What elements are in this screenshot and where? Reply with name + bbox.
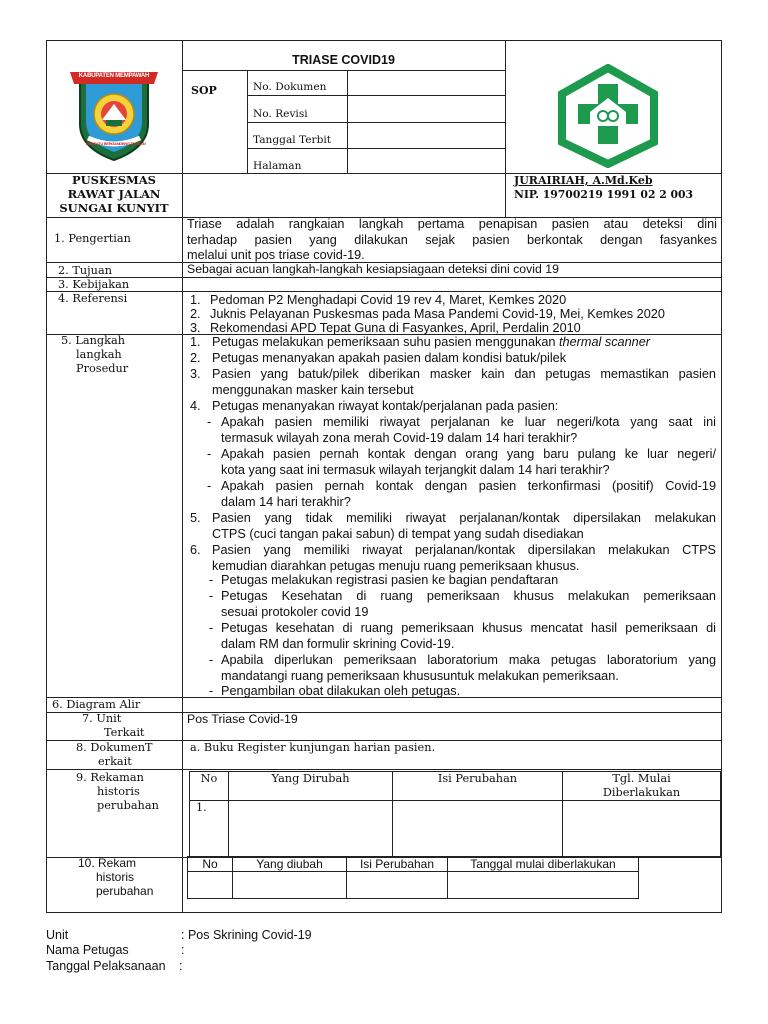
header-isi-perubahan: Isi Perubahan [359,857,435,871]
prosedur-step [190,398,716,414]
org-name-line-3: SUNGAI KUNYIT [59,201,169,215]
prosedur-label-line-3: Prosedur [76,362,129,375]
tujuan-label: 2. Tujuan [58,264,112,277]
rekam-label-line-3: perubahan [96,884,154,898]
step-num: 2. [190,351,201,365]
sub-dash: - [209,589,214,603]
field-tanggal-terbit-label: Tanggal Terbit [253,134,332,146]
footer-unit-value: : Pos Skrining Covid-19 [181,928,312,942]
referensi-item-text: Juknis Pelayanan Puskesmas pada Masa Pandemi Covid-19, Mei, Kemkes 2020 [210,307,665,321]
table-cell [347,872,448,899]
header-isi-perubahan: Isi Perubahan [437,772,518,785]
table-header [563,772,721,801]
sub-line: dalam 14 hari terakhir? [221,495,351,509]
field-halaman-label: Halaman [253,160,302,172]
step-text [212,334,650,350]
prosedur-label-line-2: langkah [76,348,122,361]
step-num: 6. [190,543,201,557]
rekaman-label-line-1: 9. Rekaman [76,771,144,784]
step-3-line-1: Pasien yang batuk/pilek diberikan masker kain dan petugas memastikan pasien [212,367,716,381]
rekam-historis-table [187,856,639,899]
kabupaten-mempawah-logo [66,64,162,164]
step-5-line-1: Pasien yang tidak memiliki riwayat perjalanan/kontak dipersilakan melakukan [212,511,716,525]
step-6-sub [209,572,716,588]
sub-dash: - [207,447,212,461]
tujuan-text: Sebagai acuan langkah-langkah kesiapsiagaan deteksi dini covid 19 [187,262,559,276]
footer-nama-petugas-value: : [181,943,185,957]
table-cell [188,872,233,899]
rekam-label-line-1: 10. Rekam [78,856,137,870]
sub-line: Apakah pasien pernah kontak dengan orang yang baru pulang ke luar negeri/ [221,447,716,461]
prosedur-label-line-1: 5. Langkah [61,334,125,347]
step-6-sub [209,652,716,684]
diagram-alir-label: 6. Diagram Alir [52,698,141,711]
step-6-sub [209,620,716,652]
sub-dash: - [209,621,214,635]
document-title: TRIASE COVID19 [292,53,395,67]
referensi-label: 4. Referensi [58,292,128,305]
table-header [448,857,639,872]
step-num: 4. [190,399,201,413]
referensi-item-num: 1. [190,293,201,307]
step-3-line-2: menggunakan masker kain tersebut [212,383,414,397]
sub-line: Petugas melakukan registrasi pasien ke bagian pendaftaran [221,573,559,587]
sub-line: Petugas kesehatan di ruang pemeriksaan khusus mencatat hasil pemeriksaan di [221,621,716,635]
header-no: No [202,857,218,871]
sub-dash: - [209,573,214,587]
table-header [233,857,347,872]
field-no-revisi-label: No. Revisi [253,108,308,120]
header-tanggal-mulai: Tanggal mulai diberlakukan [470,857,616,871]
sub-line: dalam RM dan formulir skrining Covid-19. [221,637,455,651]
unit-terkait-label-line-1: 7. Unit [82,712,122,725]
table-header [393,772,563,801]
table-cell [448,872,639,899]
sub-line: Apabila diperlukan pemeriksaan laboratorium maka petugas laboratorium yang [221,653,716,667]
step-6-line-2: kemudian diarahkan petugas menuju ruang pemeriksaan khusus. [212,559,580,573]
prosedur-step [190,350,716,366]
sub-dash: - [209,653,214,667]
sub-line: Apakah pasien memiliki riwayat perjalanan ke luar negeri/kota yang saat ini [221,415,716,429]
prosedur-step [190,542,716,574]
org-name-line-2: RAWAT JALAN [67,187,161,201]
sub-line: termasuk wilayah zona merah Covid-19 dalam 14 hari terakhir? [221,431,578,445]
sub-line: Petugas Kesehatan di ruang pemeriksaan khusus melakukan pemeriksaan [221,589,716,603]
step-1-italic: thermal scanner [559,335,650,349]
pengertian-line-2: terhadap pasien yang dilakukan sejak pasien berkontak dengan fasyankes [187,233,717,247]
step-4-sub [207,414,716,446]
footer-unit-label: Unit [46,928,69,942]
header-tgl-mulai: Tgl. Mulai [612,772,671,785]
sop-label: SOP [191,84,217,97]
logo-motto: BERSATU BERGANDENG TANGAN [86,141,146,146]
sub-dash: - [207,479,212,493]
rekaman-label-line-2: historis [97,785,140,798]
dokumen-terkait-label-line-1: 8. DokumenT [76,741,153,754]
org-name-line-1: PUSKESMAS [71,173,156,187]
step-6-line-1: Pasien yang memiliki riwayat perjalanan/kontak dipersilakan melakukan CTPS [212,543,716,557]
table-header [188,857,233,872]
pengertian-line-3: melalui unit pos triase covid-19. [187,248,365,262]
header-diberlakukan: Diberlakukan [602,786,681,799]
step-6-sub [209,588,716,620]
step-4-sub [207,446,716,478]
dokumen-terkait-text: a. Buku Register kunjungan harian pasien. [190,741,436,754]
footer-nama-petugas-label: Nama Petugas [46,943,129,957]
sub-line: Apakah pasien pernah kontak dengan pasien terkonfirmasi (positif) Covid-19 [221,479,716,493]
logo-banner-text: KABUPATEN MEMPAWAH [78,73,150,79]
kebijakan-label: 3. Kebijakan [58,278,130,291]
header-yang-diubah: Yang diubah [256,857,323,871]
referensi-item-num: 2. [190,307,201,321]
table-cell [563,801,721,857]
puskesmas-logo [556,64,660,168]
sub-line: mandatangi ruang pemeriksaan khususuntuk melakukan pemeriksaan. [221,669,619,683]
footer-tanggal-value: : [179,959,183,973]
table-cell [393,801,563,857]
pengertian-line-1: Triase adalah rangkaian langkah pertama penapisan pasien atau deteksi dini [187,217,717,231]
row-no: 1. [196,801,207,814]
unit-terkait-label-line-2: Terkait [104,726,145,739]
step-6-sub [209,683,716,699]
sub-dash: - [207,415,212,429]
referensi-item-num: 3. [190,321,201,335]
signatory-name: JURAIRIAH, A.Md.Keb [514,174,653,187]
rekaman-label-line-3: perubahan [97,799,159,812]
sub-line: kota yang saat ini termasuk wilayah terjangkit dalam 14 hari terakhir? [221,463,610,477]
table-header [229,772,393,801]
step-2-text: Petugas menanyakan apakah pasien dalam kondisi batuk/pilek [212,351,567,365]
table-cell [229,801,393,857]
referensi-item-text: Rekomendasi APD Tepat Guna di Fasyankes, April, Perdalin 2010 [210,321,581,335]
table-cell [190,801,229,857]
rekaman-historis-table [189,771,721,857]
footer-tanggal-label: Tanggal Pelaksanaan [46,959,166,973]
sub-line: Pengambilan obat dilakukan oleh petugas. [221,684,461,698]
signatory-nip: NIP. 19700219 1991 02 2 003 [514,188,694,201]
header-yang-dirubah: Yang Dirubah [271,772,350,785]
step-num: 1. [190,335,201,349]
table-cell [233,872,347,899]
prosedur-step [190,366,716,398]
step-5-line-2: CTPS (cuci tangan pakai sabun) di tempat yang sudah disediakan [212,527,584,541]
step-num: 5. [190,511,201,525]
table-header [190,772,229,801]
prosedur-step [190,510,716,542]
referensi-item-text: Pedoman P2 Menghadapi Covid 19 rev 4, Maret, Kemkes 2020 [210,293,567,307]
step-1-text: Petugas melakukan pemeriksaan suhu pasien menggunakan [212,335,556,349]
step-4-text: Petugas menanyakan riwayat kontak/perjalanan pada pasien: [212,399,559,413]
unit-terkait-text: Pos Triase Covid-19 [187,712,298,726]
pengertian-label: 1. Pengertian [54,232,131,245]
dokumen-terkait-label-line-2: erkait [98,755,132,768]
table-header [347,857,448,872]
rekam-label-line-2: historis [96,870,135,884]
sub-line: sesuai protokoler covid 19 [221,605,369,619]
sub-dash: - [209,684,214,698]
prosedur-step [190,334,716,350]
step-num: 3. [190,367,201,381]
field-no-dokumen-label: No. Dokumen [253,81,327,93]
step-4-sub [207,478,716,510]
header-no: No [200,772,218,785]
